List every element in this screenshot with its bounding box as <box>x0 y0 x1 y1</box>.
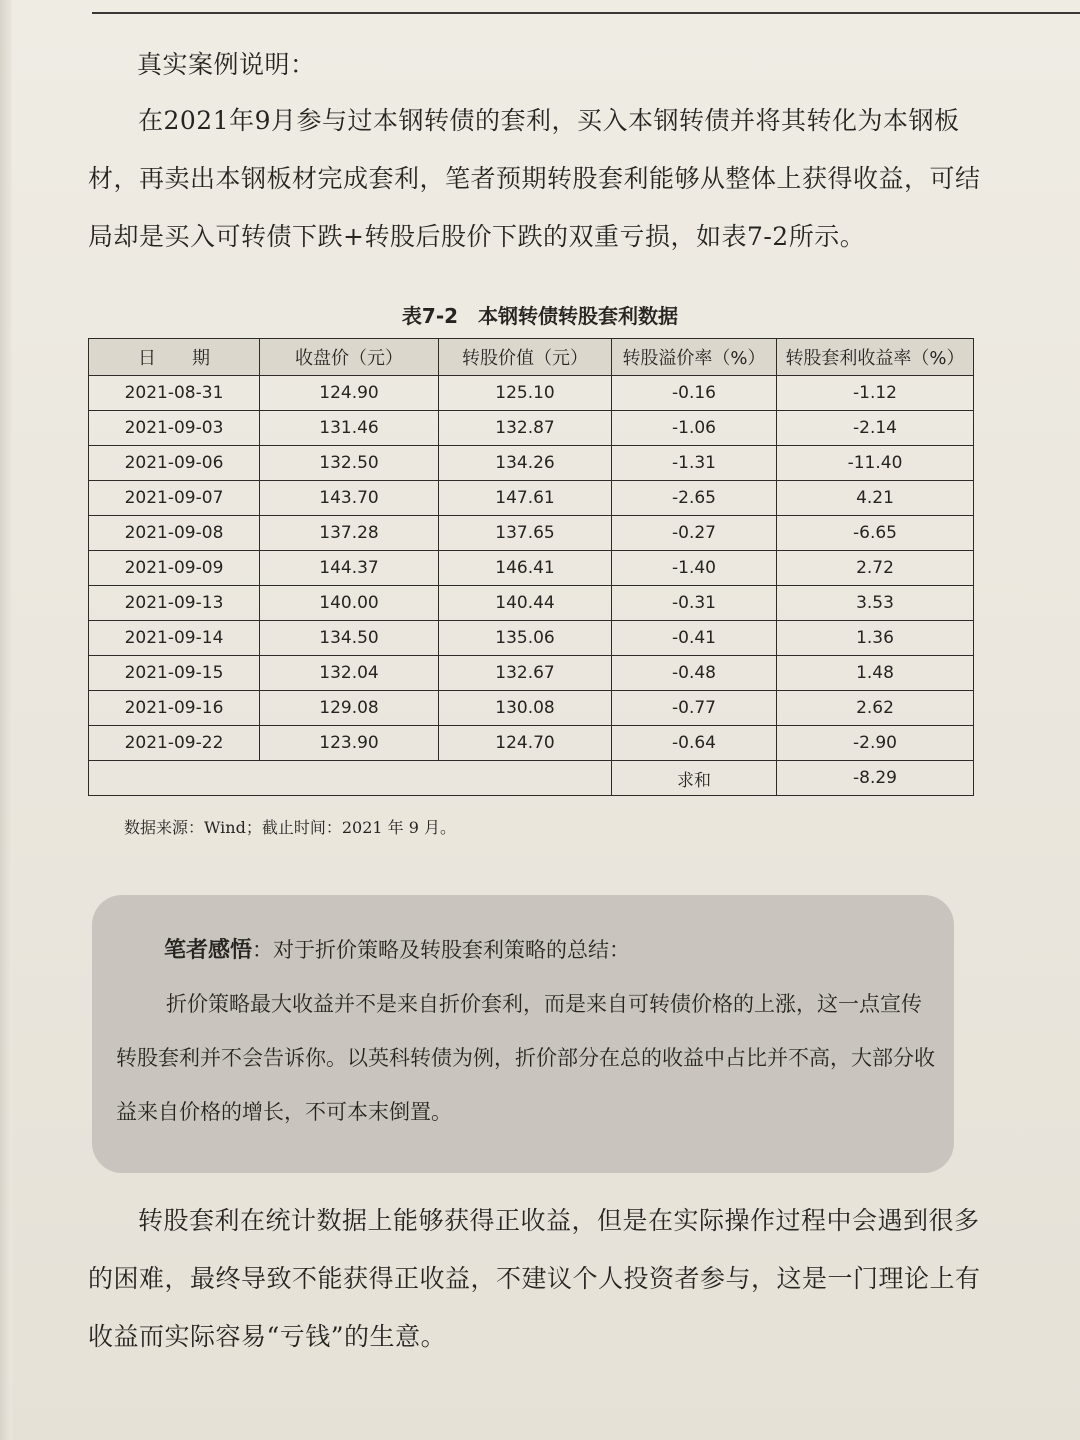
cell-arbitrage-return: 3.53 <box>777 586 974 621</box>
cell-premium-rate: -1.06 <box>612 411 777 446</box>
author-insight-box <box>92 895 954 1173</box>
cell-premium-rate: -0.64 <box>612 726 777 761</box>
table-row <box>89 656 974 691</box>
cell-close-price: 123.90 <box>260 726 439 761</box>
cell-arbitrage-return: -6.65 <box>777 516 974 551</box>
cell-date: 2021-09-22 <box>89 726 260 761</box>
cell-conversion-value: 124.70 <box>439 726 612 761</box>
insight-body-text: 折价策略最大收益并不是来自折价套利，而是来自可转债价格的上涨，这一点宣传转股套利并不会告诉你。以英科转债为例，折价部分在总的收益中占比并不高，大部分收益来自价格的增长，不可本末倒置。 <box>116 992 935 1124</box>
cell-premium-rate: -0.77 <box>612 691 777 726</box>
cell-arbitrage-return: 1.36 <box>777 621 974 656</box>
table-row <box>89 376 974 411</box>
intro-paragraph-text: 在2021年9月参与过本钢转债的套利，买入本钢转债并将其转化为本钢板材，再卖出本钢板材完成套利，笔者预期转股套利能够从整体上获得收益，可结局却是买入可转债下跌+转股后股价下跌的双重亏损，如表7-2所示。 <box>88 106 981 251</box>
cell-close-price: 132.04 <box>260 656 439 691</box>
data-source-note: 数据来源：Wind；截止时间：2021 年 9 月。 <box>124 818 456 837</box>
cell-date: 2021-09-07 <box>89 481 260 516</box>
cell-premium-rate: -2.65 <box>612 481 777 516</box>
cell-conversion-value: 147.61 <box>439 481 612 516</box>
cell-premium-rate: -0.16 <box>612 376 777 411</box>
cell-date: 2021-09-03 <box>89 411 260 446</box>
cell-arbitrage-return: 2.72 <box>777 551 974 586</box>
header-rule <box>92 12 1080 14</box>
intro-paragraph <box>88 92 988 266</box>
table-row <box>89 481 974 516</box>
table-title: 表7-2 本钢转债转股套利数据 <box>401 304 679 328</box>
header-conversion-value: 转股价值（元） <box>439 339 612 376</box>
cell-close-price: 124.90 <box>260 376 439 411</box>
insight-title-bold: 笔者感悟 <box>164 938 253 963</box>
cell-conversion-value: 125.10 <box>439 376 612 411</box>
cell-premium-rate: -0.48 <box>612 656 777 691</box>
table-sum-row <box>89 761 974 796</box>
cell-conversion-value: 134.26 <box>439 446 612 481</box>
header-date: 日 期 <box>89 339 260 376</box>
table-header-row <box>89 339 974 376</box>
cell-conversion-value: 132.87 <box>439 411 612 446</box>
table-row <box>89 411 974 446</box>
cell-date: 2021-09-16 <box>89 691 260 726</box>
cell-close-price: 129.08 <box>260 691 439 726</box>
table-row <box>89 551 974 586</box>
cell-premium-rate: -1.40 <box>612 551 777 586</box>
cell-arbitrage-return: 2.62 <box>777 691 974 726</box>
cell-arbitrage-return: 1.48 <box>777 656 974 691</box>
header-premium-rate: 转股溢价率（%） <box>612 339 777 376</box>
sum-row-empty-cell <box>89 761 612 796</box>
cell-close-price: 143.70 <box>260 481 439 516</box>
arbitrage-data-table <box>88 338 974 796</box>
cell-arbitrage-return: -2.90 <box>777 726 974 761</box>
outro-paragraph <box>88 1192 988 1366</box>
cell-conversion-value: 132.67 <box>439 656 612 691</box>
cell-date: 2021-08-31 <box>89 376 260 411</box>
cell-arbitrage-return: -2.14 <box>777 411 974 446</box>
table-row <box>89 516 974 551</box>
cell-close-price: 131.46 <box>260 411 439 446</box>
cell-close-price: 144.37 <box>260 551 439 586</box>
header-arbitrage-return: 转股套利收益率（%） <box>777 339 974 376</box>
cell-arbitrage-return: 4.21 <box>777 481 974 516</box>
cell-conversion-value: 135.06 <box>439 621 612 656</box>
cell-date: 2021-09-08 <box>89 516 260 551</box>
outro-paragraph-text: 转股套利在统计数据上能够获得正收益，但是在实际操作过程中会遇到很多的困难，最终导致不能获得正收益，不建议个人投资者参与，这是一门理论上有收益而实际容易“亏钱”的生意。 <box>88 1206 981 1351</box>
cell-date: 2021-09-14 <box>89 621 260 656</box>
table-row <box>89 621 974 656</box>
sum-value: -8.29 <box>777 761 974 796</box>
cell-arbitrage-return: -1.12 <box>777 376 974 411</box>
cell-premium-rate: -0.31 <box>612 586 777 621</box>
cell-conversion-value: 140.44 <box>439 586 612 621</box>
cell-arbitrage-return: -11.40 <box>777 446 974 481</box>
intro-heading: 真实案例说明： <box>137 50 316 79</box>
page-binding-edge <box>0 0 12 1440</box>
cell-date: 2021-09-15 <box>89 656 260 691</box>
cell-date: 2021-09-09 <box>89 551 260 586</box>
cell-close-price: 137.28 <box>260 516 439 551</box>
cell-date: 2021-09-06 <box>89 446 260 481</box>
table-row <box>89 586 974 621</box>
table-row <box>89 446 974 481</box>
insight-body <box>116 977 936 1139</box>
insight-title <box>164 933 630 964</box>
cell-conversion-value: 137.65 <box>439 516 612 551</box>
table-row <box>89 691 974 726</box>
insight-title-rest: ：对于折价策略及转股套利策略的总结： <box>252 938 631 962</box>
cell-close-price: 134.50 <box>260 621 439 656</box>
cell-premium-rate: -0.41 <box>612 621 777 656</box>
sum-label: 求和 <box>612 761 777 796</box>
cell-premium-rate: -1.31 <box>612 446 777 481</box>
header-close-price: 收盘价（元） <box>260 339 439 376</box>
cell-close-price: 132.50 <box>260 446 439 481</box>
cell-close-price: 140.00 <box>260 586 439 621</box>
cell-conversion-value: 130.08 <box>439 691 612 726</box>
table-row <box>89 726 974 761</box>
cell-premium-rate: -0.27 <box>612 516 777 551</box>
cell-conversion-value: 146.41 <box>439 551 612 586</box>
cell-date: 2021-09-13 <box>89 586 260 621</box>
